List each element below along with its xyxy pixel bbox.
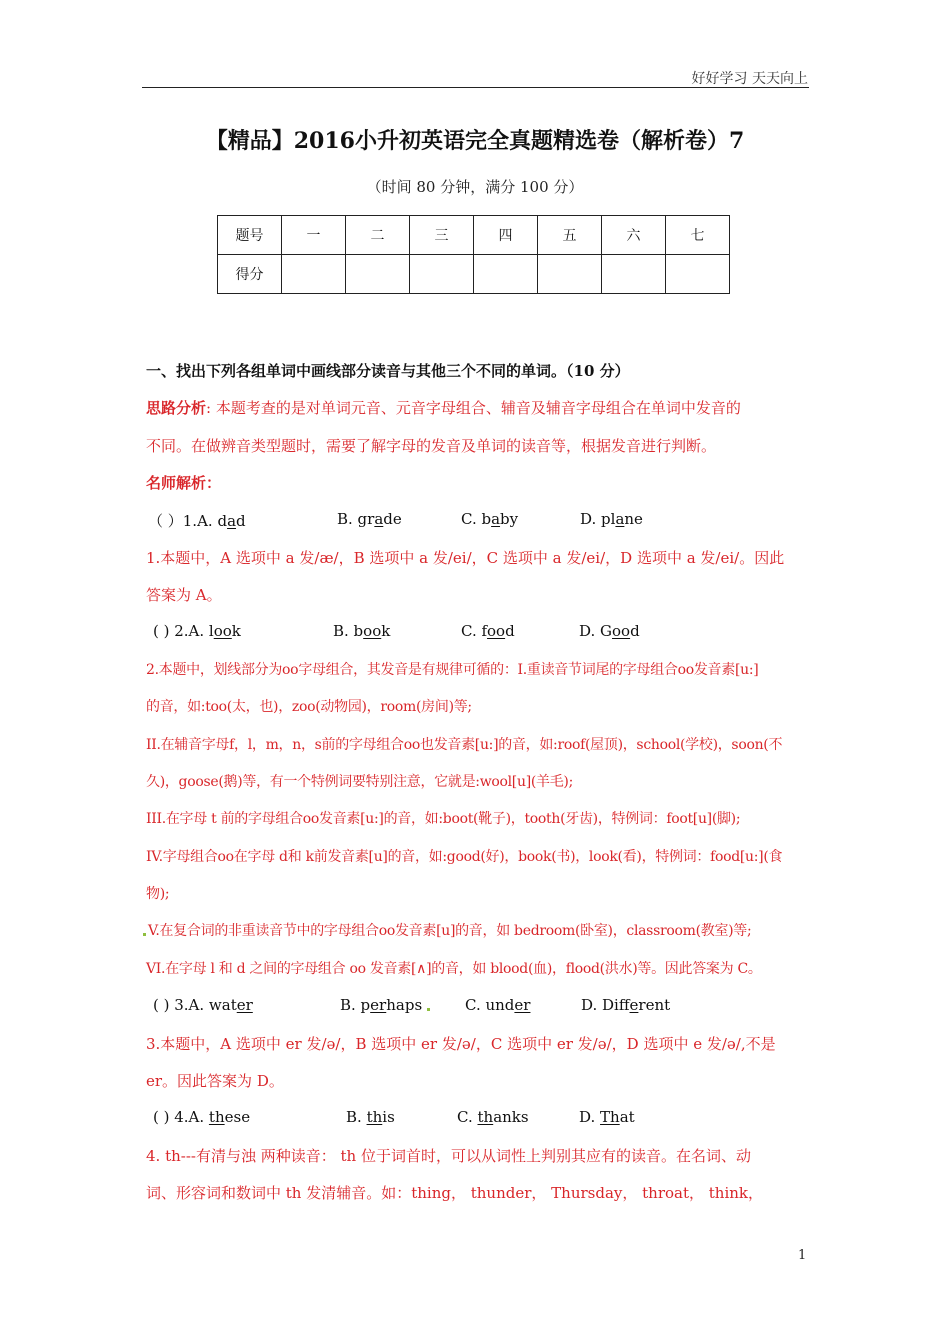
analysis-line-1 — [146, 397, 741, 418]
explanation-3-line-1: 3.本题中，A 选项中 er 发/ə/，B 选项中 er 发/ə/，C 选项中 er 发/ə/，D 选项中 e 发/ə/,不是 — [146, 1035, 776, 1053]
score-table-score-row — [218, 255, 730, 294]
question-1-option-b: B. grade — [337, 510, 402, 528]
question-4-option-d: D. That — [579, 1108, 635, 1126]
explanation-2-line: 物); — [146, 886, 170, 902]
score-input-cell[interactable] — [282, 255, 346, 294]
score-input-cell[interactable] — [666, 255, 730, 294]
question-2-option-b: B. book — [333, 622, 391, 640]
question-4-option-b: B. this — [346, 1108, 395, 1126]
score-cell: 二 — [346, 216, 410, 255]
score-cell: 六 — [602, 216, 666, 255]
analysis-text: : 本题考查的是对单词元音、元音字母组合、辅音及辅音字母组合在单词中发音的 — [206, 399, 741, 417]
explanation-2-line: IV.字母组合oo在字母 d和 k前发音素[u]的音，如:good(好)，book(书)，look(看)，特例词：food[u:](食 — [146, 849, 783, 865]
explanation-3-line-2: er。因此答案为 D。 — [146, 1072, 284, 1090]
score-cell: 三 — [410, 216, 474, 255]
score-cell: 四 — [474, 216, 538, 255]
score-cell: 五 — [538, 216, 602, 255]
question-4: ( ) 4.A. these — [153, 1108, 251, 1126]
question-3-option-d: D. Different — [581, 996, 671, 1014]
explanation-2-line: 久)，goose(鹅)等，有一个特例词要特别注意，它就是:wool[u](羊毛); — [146, 774, 573, 790]
decorative-dot — [427, 1008, 430, 1011]
explanation-2-line: III.在字母 t 前的字母组合oo发音素[u:]的音，如:boot(靴子)，tooth(牙齿)，特例词：foot[u](脚); — [146, 811, 741, 827]
page-number: 1 — [798, 1248, 807, 1263]
decorative-dot — [143, 933, 146, 936]
analysis-line-2: 不同。在做辨音类型题时，需要了解字母的发音及单词的读音等，根据发音进行判断。 — [146, 437, 717, 455]
explanation-1-line-2: 答案为 A。 — [146, 586, 222, 604]
page-title: 【精品】2016小升初英语完全真题精选卷（解析卷）7 — [205, 128, 745, 154]
question-3-option-c: C. under — [465, 996, 531, 1014]
explanation-2-line: VI.在字母 l 和 d 之间的字母组合 oo 发音素[∧]的音，如 blood(血)，flood(洪水)等。因此答案为 C。 — [146, 961, 762, 977]
question-3-option-b: B. perhaps — [340, 996, 423, 1014]
explanation-2-line: V.在复合词的非重读音节中的字母组合oo发音素[u]的音，如 bedroom(卧室)，classroom(教室)等; — [148, 923, 752, 939]
page-subtitle: （时间 80 分钟，满分 100 分） — [366, 178, 584, 196]
score-input-cell[interactable] — [602, 255, 666, 294]
question-2-option-d: D. Good — [579, 622, 640, 640]
header-rule — [142, 87, 809, 88]
question-1-option-d: D. plane — [580, 510, 643, 528]
question-2-option-c: C. food — [461, 622, 515, 640]
score-cell: 题号 — [218, 216, 282, 255]
score-input-cell[interactable] — [346, 255, 410, 294]
question-3: ( ) 3.A. water — [153, 996, 253, 1014]
explanation-4-line-2: 词、形容词和数词中 th 发清辅音。如：thing， thunder， Thursday， throat， think， — [146, 1184, 764, 1202]
explanation-1-line-1: 1.本题中，A 选项中 a 发/æ/，B 选项中 a 发/ei/，C 选项中 a 发/ei/，D 选项中 a 发/ei/。因此 — [146, 549, 785, 567]
score-input-cell[interactable] — [410, 255, 474, 294]
question-1: （ ）1.A. dad — [148, 512, 246, 530]
explanation-4-line-1: 4. th---有清与浊 两种读音： th 位于词首时，可以从词性上判别其应有的读音。在名词、动 — [146, 1147, 751, 1165]
question-2: ( ) 2.A. look — [153, 622, 241, 640]
section-1-heading: 一、找出下列各组单词中画线部分读音与其他三个不同的单词。（10 分） — [146, 362, 630, 380]
score-cell: 七 — [666, 216, 730, 255]
explanation-2-line: 的音，如:too(太，也)，zoo(动物园)，room(房间)等; — [146, 699, 472, 715]
score-cell: 一 — [282, 216, 346, 255]
explanation-2-line: II.在辅音字母f，l，m，n，s前的字母组合oo也发音素[u:]的音，如:roof(屋顶)，school(学校)，soon(不 — [146, 737, 783, 753]
question-4-option-c: C. thanks — [457, 1108, 529, 1126]
header-text: 好好学习 天天向上 — [691, 71, 808, 87]
teacher-analysis-label: 名师解析： — [146, 474, 222, 492]
explanation-2-line: 2.本题中，划线部分为oo字母组合，其发音是有规律可循的：I.重读音节词尾的字母组合oo发音素[u:] — [146, 662, 759, 678]
question-1-option-c: C. baby — [461, 510, 519, 528]
score-input-cell[interactable] — [538, 255, 602, 294]
score-cell: 得分 — [218, 255, 282, 294]
score-input-cell[interactable] — [474, 255, 538, 294]
score-table-header-row — [218, 216, 730, 255]
analysis-label: 思路分析 — [146, 399, 207, 417]
score-table — [217, 215, 730, 294]
